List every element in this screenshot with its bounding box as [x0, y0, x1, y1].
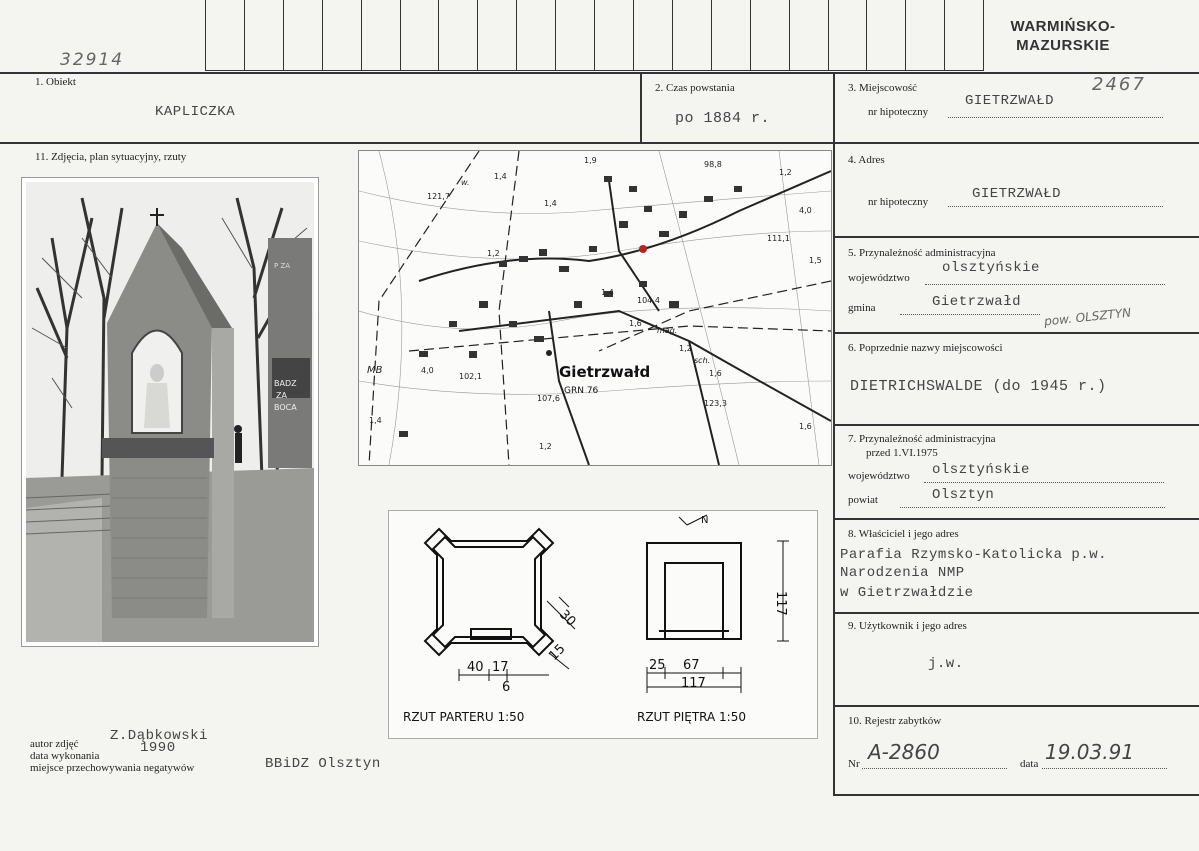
rejestr-nr-label: Nr	[848, 758, 860, 770]
grid-line	[833, 794, 1199, 796]
admin-gmina-value: Gietrzwałd	[932, 294, 1022, 310]
map-label: MB	[367, 365, 383, 376]
data-wykonania-label: data wykonania	[30, 750, 100, 762]
data-wykonania-value: 1990	[140, 740, 176, 756]
map-label: sch.	[694, 356, 711, 365]
grid-line	[833, 612, 1199, 614]
wlasciciel-line2: Narodzenia NMP	[840, 565, 965, 581]
chapel-photo	[21, 177, 319, 647]
north-arrow-label: N	[701, 515, 709, 526]
admin-woj-value: olsztyńskie	[942, 260, 1040, 276]
hipoteka-number: 2467	[1092, 74, 1146, 95]
grid-line	[0, 72, 1199, 74]
map-label: 111,1	[767, 234, 790, 243]
dimension-label: 67	[683, 658, 700, 673]
church-sign-text: BADZ	[274, 379, 297, 388]
czas-label: 2. Czas powstania	[655, 82, 735, 94]
poprzednie-value: DIETRICHSWALDE (do 1945 r.)	[850, 378, 1107, 395]
admin1975-powiat-value: Olsztyn	[932, 487, 995, 503]
admin-note: pow. OLSZTYN	[1043, 305, 1132, 329]
obiekt-label: 1. Obiekt	[35, 76, 76, 88]
dotted-line	[948, 117, 1163, 118]
dotted-line	[900, 314, 1040, 315]
map-label: 1,4	[494, 172, 507, 181]
miejscowosc-label: 3. Miejscowość	[848, 82, 918, 94]
admin1975-woj-value: olsztyńskie	[932, 462, 1030, 478]
admin1975-powiat-label: powiat	[848, 494, 878, 506]
czas-value: po 1884 r.	[675, 110, 771, 127]
site-map	[358, 150, 832, 466]
uzytkownik-label: 9. Użytkownik i jego adres	[848, 620, 967, 632]
church-sign-text: BOCA	[274, 403, 297, 412]
miejsce-value: BBiDZ Olsztyn	[265, 756, 381, 772]
map-label: 1,4	[369, 416, 382, 425]
map-town-sub: GRN 76	[564, 386, 599, 396]
dimension-label: 15	[546, 641, 569, 664]
plan-caption-floor: RZUT PIĘTRA 1:50	[637, 710, 746, 724]
region-stamp: WARMIŃSKO- MAZURSKIE	[1010, 18, 1116, 54]
dimension-label: 25	[649, 658, 666, 673]
wlasciciel-line1: Parafia Rzymsko-Katolicka p.w.	[840, 547, 1108, 563]
grid-line	[640, 72, 642, 142]
map-label: 107,6	[537, 394, 560, 403]
map-label: 1,4	[544, 199, 557, 208]
map-label: 4,0	[421, 366, 434, 375]
map-label: 1,4	[601, 288, 614, 297]
dimension-label: 117	[681, 676, 706, 691]
zdjecia-label: 11. Zdjęcia, plan sytuacyjny, rzuty	[35, 151, 187, 163]
grid-line	[833, 518, 1199, 520]
map-label: 104,4	[637, 296, 660, 305]
dimension-label: 6	[502, 680, 511, 695]
admin1975-woj-label: województwo	[848, 470, 910, 482]
plan-caption-ground: RZUT PARTERU 1:50	[403, 710, 525, 724]
map-label: 102,1	[459, 372, 482, 381]
miejsce-label: miejsce przechowywania negatywów	[30, 762, 195, 774]
grid-line	[833, 236, 1199, 238]
autor-label: autor zdjęć	[30, 738, 79, 750]
adres-hipoteka-label: nr hipoteczny	[868, 196, 929, 208]
church-sign-text: ZA	[276, 391, 287, 400]
map-label: 1,6	[709, 369, 722, 378]
adres-value: GIETRZWAŁD	[972, 186, 1062, 202]
admin-gmina-label: gmina	[848, 302, 876, 314]
rejestr-nr-value: A-2860	[868, 740, 940, 764]
dotted-line	[1042, 768, 1167, 769]
miejscowosc-value: GIETRZWAŁD	[965, 93, 1055, 109]
dimension-label: 30	[556, 607, 579, 630]
dotted-line	[924, 482, 1164, 483]
grid-line	[833, 705, 1199, 707]
admin-woj-label: województwo	[848, 272, 910, 284]
dotted-line	[925, 284, 1165, 285]
grid-line	[0, 142, 1199, 144]
map-label: w.	[461, 178, 470, 187]
dimension-label: 117	[773, 591, 788, 616]
map-label: 1,5	[809, 256, 822, 265]
map-label: 1,2	[487, 249, 500, 258]
dotted-line	[948, 206, 1163, 207]
church-sign-text: P ZA	[274, 262, 291, 270]
admin1975-sublabel: przed 1.VI.1975	[866, 447, 938, 459]
map-town-label: Gietrzwałd	[559, 363, 651, 381]
rejestr-label: 10. Rejestr zabytków	[848, 715, 942, 727]
card-number: 32914	[60, 50, 125, 70]
wlasciciel-line3: w Gietrzwałdzie	[840, 585, 974, 601]
floor-plan-drawing	[388, 510, 818, 739]
map-label: mag.	[657, 326, 678, 335]
dotted-line	[900, 507, 1165, 508]
poprzednie-label: 6. Poprzednie nazwy miejscowości	[848, 342, 1003, 354]
adres-label: 4. Adres	[848, 154, 885, 166]
grid-line	[833, 332, 1199, 334]
map-label: 1,6	[799, 422, 812, 431]
map-label: 1,2	[539, 442, 552, 451]
wlasciciel-label: 8. Właściciel i jego adres	[848, 528, 959, 540]
map-label: 4,0	[799, 206, 812, 215]
map-label: 1,2	[679, 344, 692, 353]
map-label: 121,7	[427, 192, 450, 201]
rejestr-data-label: data	[1020, 758, 1039, 770]
dotted-line	[862, 768, 1007, 769]
uzytkownik-value: j.w.	[928, 656, 964, 672]
autor-value: Z.Dąbkowski	[110, 728, 208, 744]
grid-line	[833, 424, 1199, 426]
map-label: 98,8	[704, 160, 722, 169]
map-label: 1,9	[584, 156, 597, 165]
admin1975-label: 7. Przynależność administracyjna	[848, 433, 996, 445]
index-tab-strip	[205, 0, 984, 71]
grid-line	[833, 72, 835, 794]
dimension-label: 40	[467, 660, 484, 675]
miejscowosc-hipoteka-label: nr hipoteczny	[868, 106, 929, 118]
admin-label: 5. Przynależność administracyjna	[848, 247, 996, 259]
map-label: 123,3	[704, 399, 727, 408]
rejestr-data-value: 19.03.91	[1045, 740, 1135, 764]
map-label: 1,2	[779, 168, 792, 177]
obiekt-value: KAPLICZKA	[155, 104, 236, 120]
map-label: 1,6	[629, 319, 642, 328]
dimension-label: 17	[492, 660, 509, 675]
